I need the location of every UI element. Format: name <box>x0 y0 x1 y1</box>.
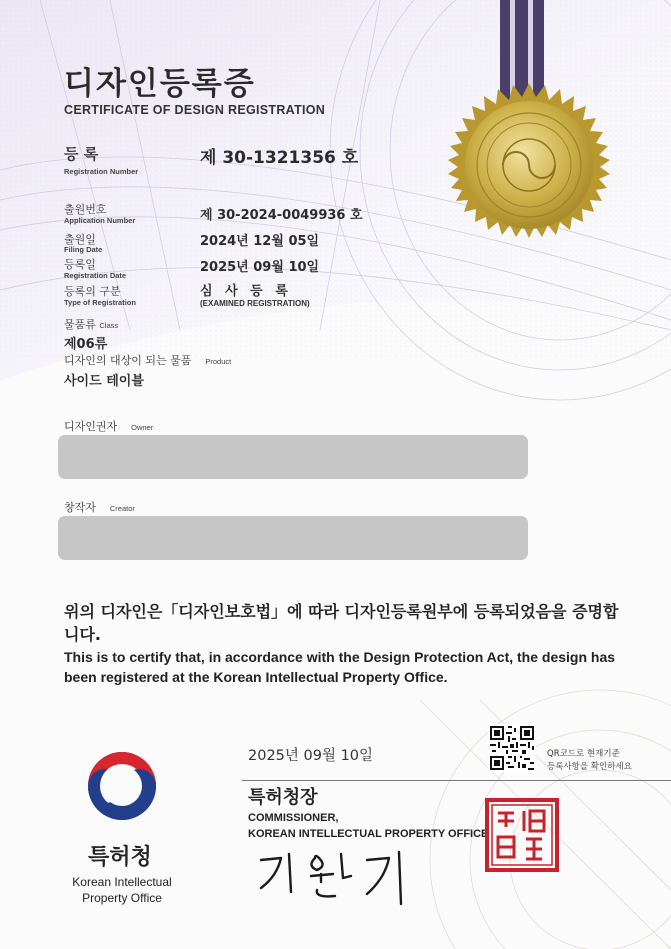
registration-number-value: 제 30-1321356 호 <box>200 148 359 168</box>
office-name-english <box>60 874 184 906</box>
product-label <box>64 352 231 368</box>
product-label-en: Product <box>205 357 232 366</box>
registration-type-value: 심 사 등 록 <box>200 284 292 299</box>
commissioner-english <box>248 810 488 842</box>
registration-date-label-en: Registration Date <box>64 271 127 280</box>
application-number-label-en: Application Number <box>64 216 136 225</box>
creator-label-en: Creator <box>109 504 135 513</box>
certificate-title-korean: 디자인등록증 <box>64 66 256 102</box>
class-value: 제06류 <box>64 337 108 352</box>
qr-note <box>547 748 632 774</box>
creator-redacted-box <box>58 516 528 560</box>
creator-label <box>64 499 135 515</box>
registration-type-label: 등록의 구분 <box>64 285 121 298</box>
filing-date-label-en: Filing Date <box>64 245 103 254</box>
ribbon <box>500 0 544 110</box>
registration-type-label-en: Type of Registration <box>64 298 136 307</box>
handwritten-signature <box>255 848 425 908</box>
office-name-english-line1: Korean Intellectual <box>72 875 172 889</box>
signature-divider <box>242 780 671 781</box>
registration-number-label: 등 록 <box>64 145 99 163</box>
registration-date-value: 2025년 09월 10일 <box>200 260 320 275</box>
commissioner-title: 특허청장 <box>248 787 318 808</box>
application-number-label: 출원번호 <box>64 203 107 216</box>
kipo-taegeuk-logo <box>84 748 160 824</box>
class-label-ko: 물품류 <box>64 318 96 331</box>
owner-label <box>64 418 153 434</box>
product-label-ko: 디자인의 대상이 되는 물품 <box>64 354 192 367</box>
filing-date-label: 출원일 <box>64 233 96 246</box>
declaration-korean: 위의 디자인은「디자인보호법」에 따라 디자인등록원부에 등록되었음을 증명합니다. <box>64 602 619 644</box>
certificate-title-english: CERTIFICATE OF DESIGN REGISTRATION <box>64 103 326 117</box>
official-red-stamp <box>484 797 560 873</box>
product-value: 사이드 테이블 <box>64 374 144 389</box>
commissioner-english-line2: KOREAN INTELLECTUAL PROPERTY OFFICE <box>248 828 489 840</box>
owner-label-ko: 디자인권자 <box>64 420 118 433</box>
class-label <box>64 316 118 332</box>
declaration-english: This is to certify that, in accordance with the Design Protection Act, the design has been registered at the Korean Intellectual Property Office. <box>64 649 616 685</box>
registration-number-label-en: Registration Number <box>64 167 139 176</box>
issue-date: 2025년 09월 10일 <box>248 748 374 764</box>
office-name-korean: 특허청 <box>88 845 152 870</box>
filing-date-value: 2024년 12월 05일 <box>200 234 320 249</box>
registration-type-value-en: (EXAMINED REGISTRATION) <box>200 299 310 308</box>
commissioner-english-line1: COMMISSIONER, <box>248 812 339 824</box>
qr-note-line1: QR코드로 현재기준 <box>547 749 620 759</box>
creator-label-ko: 창작자 <box>64 501 96 514</box>
registration-date-label: 등록일 <box>64 258 96 271</box>
class-label-en: Class <box>99 321 119 330</box>
application-number-value: 제 30-2024-0049936 호 <box>200 208 363 223</box>
qr-code[interactable] <box>488 724 536 772</box>
qr-note-line2: 등록사항을 확인하세요 <box>547 762 632 772</box>
office-name-english-line2: Property Office <box>82 891 162 905</box>
owner-redacted-box <box>58 435 528 479</box>
owner-label-en: Owner <box>131 423 154 432</box>
